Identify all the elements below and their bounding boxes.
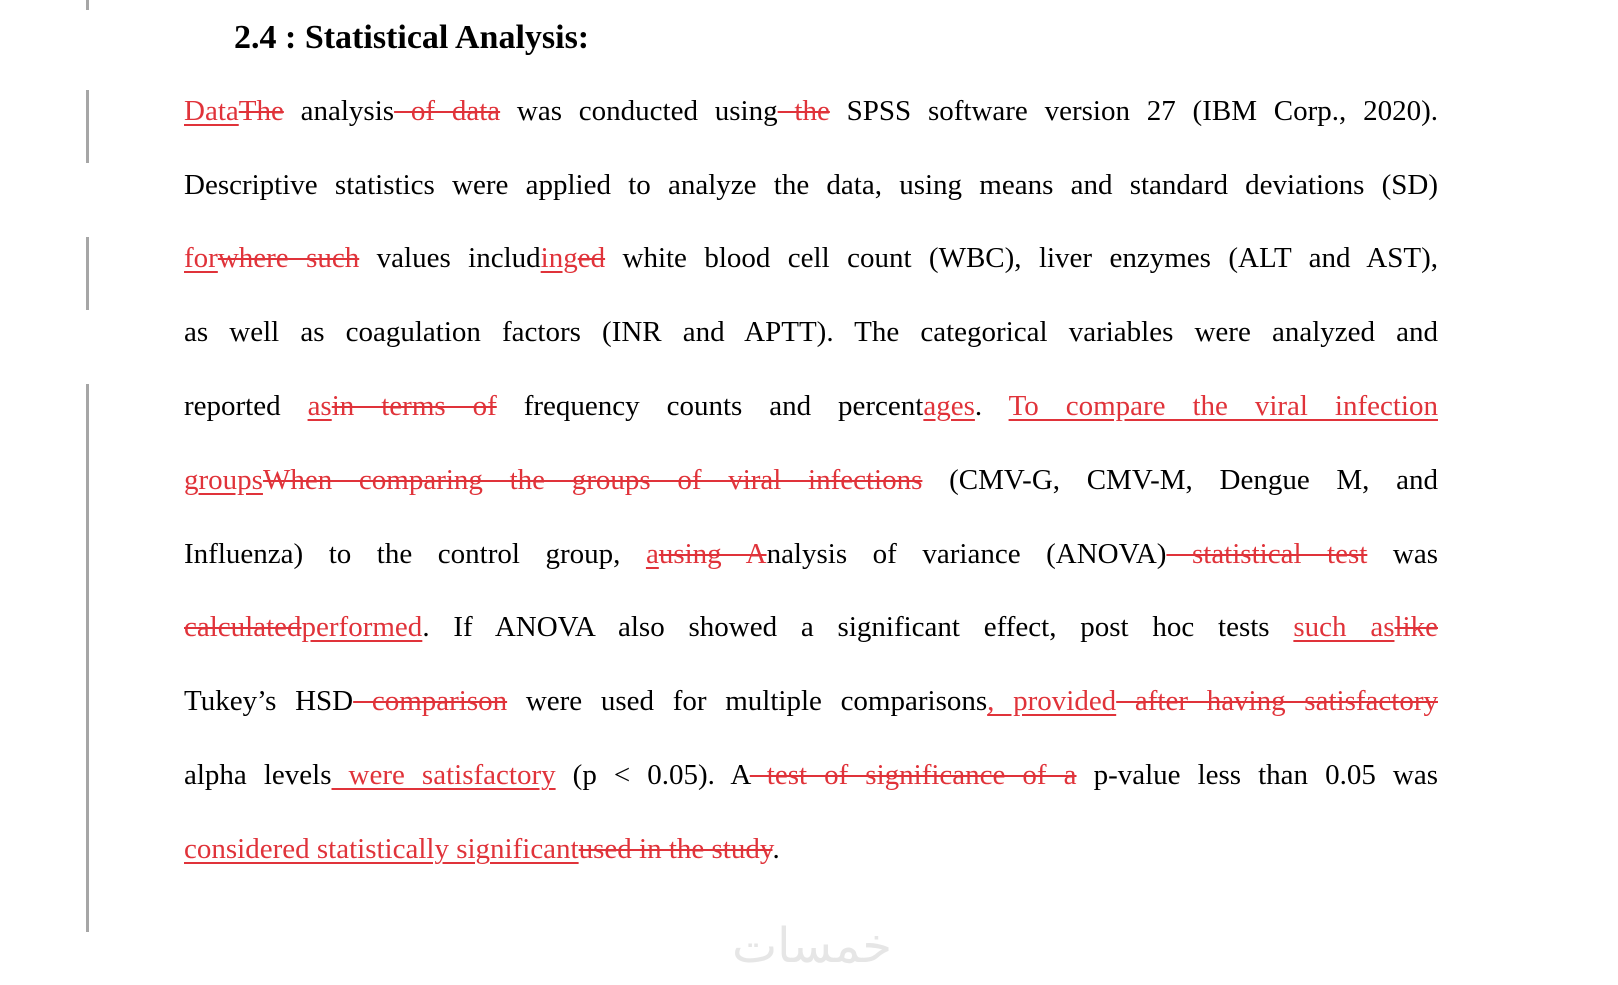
paragraph-line	[184, 679, 1438, 723]
section-heading: 2.4 : Statistical Analysis:	[234, 19, 590, 56]
body-text: was	[1367, 538, 1438, 570]
body-text: Descriptive statistics were applied to analyze the data, using means and standard deviations (SD)	[184, 169, 1438, 201]
paragraph-line	[184, 236, 1438, 280]
deleted-text: where such	[217, 242, 360, 274]
inserted-text: Data	[184, 95, 239, 127]
body-text: . If ANOVA also showed a significant effect, post hoc tests	[422, 611, 1294, 643]
inserted-text: performed	[301, 611, 423, 643]
inserted-text: groups	[184, 464, 263, 496]
inserted-text: for	[184, 242, 218, 274]
body-text: analysis	[283, 95, 395, 127]
body-text: were used for multiple comparisons	[507, 685, 988, 717]
deleted-text: used in the study	[578, 833, 773, 865]
deleted-text: after having satisfactory	[1116, 685, 1438, 717]
body-text: (CMV-G, CMV-M, Dengue M, and	[922, 464, 1438, 496]
body-text: p-value less than 0.05 was	[1076, 759, 1438, 791]
paragraph-line	[184, 384, 1438, 428]
deleted-text: comparison	[353, 685, 508, 717]
paragraph-line	[184, 458, 1438, 502]
change-bar	[86, 0, 89, 10]
body-text: was conducted using	[500, 95, 778, 127]
body-text: reported	[184, 390, 308, 422]
change-bar	[86, 384, 89, 932]
deleted-text: test of significance of a	[749, 759, 1077, 791]
body-text: (p < 0.05). A	[555, 759, 750, 791]
change-bar	[86, 90, 89, 163]
deleted-text: using A	[658, 538, 767, 570]
body-text: alpha levels	[184, 759, 332, 791]
body-text: SPSS software version 27 (IBM Corp., 2020).	[829, 95, 1438, 127]
deleted-text: in terms of	[331, 390, 497, 422]
body-text: as well as coagulation factors (INR and APTT). The categorical variables were analyzed and	[184, 316, 1438, 348]
paragraph-line	[184, 753, 1438, 797]
paragraph-line	[184, 605, 1438, 649]
body-text: white blood cell count (WBC), liver enzymes (ALT and AST),	[605, 242, 1438, 274]
body-text: values includ	[359, 242, 541, 274]
deleted-text: the	[777, 95, 830, 127]
deleted-text: of data	[394, 95, 501, 127]
inserted-text: , provided	[987, 685, 1117, 717]
deleted-text: calculated	[184, 611, 302, 643]
body-text: Tukey’s HSD	[184, 685, 354, 717]
body-text: .	[974, 390, 1009, 422]
deleted-text: The	[238, 95, 284, 127]
inserted-text: considered statistically significant	[184, 833, 579, 865]
deleted-text: like	[1394, 611, 1438, 643]
inserted-text: were satisfactory	[331, 759, 556, 791]
inserted-text: To compare the viral infection	[1008, 390, 1438, 422]
paragraph-line	[184, 532, 1438, 576]
inserted-text: such as	[1293, 611, 1395, 643]
paragraph-line	[184, 89, 1438, 133]
body-text: .	[772, 833, 780, 865]
inserted-text: as	[307, 390, 332, 422]
body-text: frequency counts and percent	[496, 390, 924, 422]
inserted-text: a	[645, 538, 659, 570]
paragraph-line	[184, 827, 1438, 871]
body-text: nalysis of variance (ANOVA)	[766, 538, 1167, 570]
paragraph-line	[184, 310, 1438, 354]
deleted-text: statistical test	[1166, 538, 1368, 570]
paragraph-line	[184, 163, 1438, 207]
watermark-logo: خمسات	[731, 918, 893, 974]
deleted-text: When comparing the groups of viral infections	[262, 464, 923, 496]
body-text: Influenza) to the control group,	[184, 538, 646, 570]
inserted-text: ing	[540, 242, 578, 274]
change-bar	[86, 237, 89, 310]
inserted-text: ages	[923, 390, 975, 422]
deleted-text: ed	[577, 242, 606, 274]
